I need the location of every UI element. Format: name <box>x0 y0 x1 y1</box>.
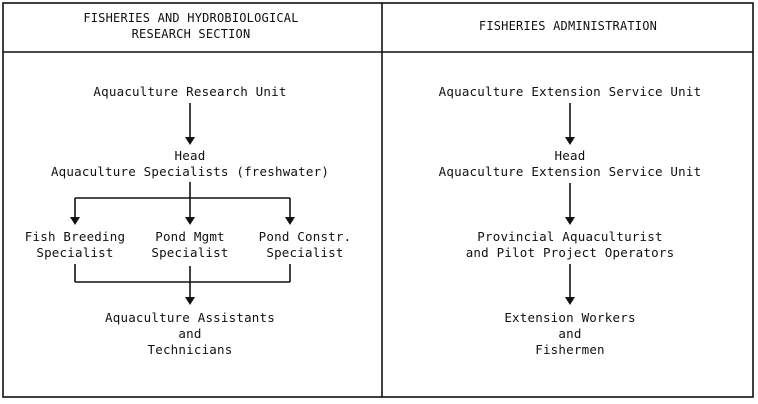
arrowhead-provincial <box>565 217 575 225</box>
pond-constr-specialist-node <box>245 229 365 261</box>
pond-constr-line1: Pond Constr. <box>258 229 352 244</box>
pond-constr-line2: Specialist <box>266 245 344 260</box>
right-header-text: FISHERIES ADMINISTRATION <box>478 19 658 33</box>
assistants-node <box>40 310 340 358</box>
research-head-node <box>20 148 360 180</box>
assistants-line3: Technicians <box>147 342 233 357</box>
workers-line1: Extension Workers <box>504 310 636 325</box>
fish-breeding-line2: Specialist <box>36 245 114 260</box>
arrowhead-pond-constr <box>285 217 295 225</box>
pond-mgmt-specialist-node <box>135 229 245 261</box>
research-unit-node <box>40 84 340 100</box>
workers-line2: and <box>558 326 582 341</box>
research-unit-label: Aquaculture Research Unit <box>93 84 287 99</box>
assistants-line2: and <box>178 326 202 341</box>
left-header-line1: FISHERIES AND HYDROBIOLOGICAL <box>83 11 299 25</box>
extension-head-line1: Head <box>554 148 586 163</box>
extension-head-node <box>400 148 740 180</box>
left-header-line2: RESEARCH SECTION <box>131 27 251 41</box>
right-header <box>400 18 736 34</box>
research-head-line1: Head <box>174 148 206 163</box>
assistants-line1: Aquaculture Assistants <box>105 310 275 325</box>
arrowhead-assistants <box>185 297 195 305</box>
arrowhead-fish-breeding <box>70 217 80 225</box>
fish-breeding-line1: Fish Breeding <box>24 229 126 244</box>
extension-workers-node <box>400 310 740 358</box>
extension-unit-label: Aquaculture Extension Service Unit <box>438 84 702 99</box>
provincial-line1: Provincial Aquaculturist <box>477 229 663 244</box>
provincial-node <box>400 229 740 261</box>
arrowhead-left-head <box>185 137 195 145</box>
arrowhead-pond-mgmt <box>185 217 195 225</box>
left-header <box>38 10 344 42</box>
workers-line3: Fishermen <box>535 342 605 357</box>
fish-breeding-specialist-node <box>10 229 140 261</box>
arrowhead-right-head <box>565 137 575 145</box>
extension-head-line2: Aquaculture Extension Service Unit <box>438 164 702 179</box>
extension-unit-node <box>400 84 740 100</box>
pond-mgmt-line2: Specialist <box>151 245 229 260</box>
arrowhead-workers <box>565 297 575 305</box>
pond-mgmt-line1: Pond Mgmt <box>155 229 225 244</box>
provincial-line2: and Pilot Project Operators <box>465 245 675 260</box>
research-head-line2: Aquaculture Specialists (freshwater) <box>50 164 330 179</box>
